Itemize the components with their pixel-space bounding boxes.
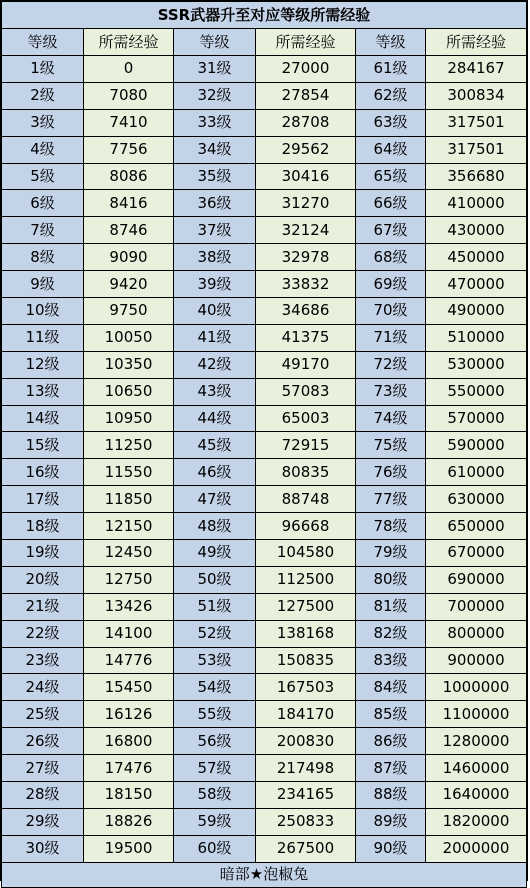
level-cell: 41级 (174, 324, 256, 351)
exp-cell: 16800 (84, 728, 174, 755)
exp-cell: 27854 (256, 82, 356, 109)
footer-row (2, 862, 527, 887)
level-cell: 49级 (174, 540, 256, 567)
level-cell: 25级 (2, 701, 84, 728)
exp-cell: 7080 (84, 82, 174, 109)
title-row (2, 2, 527, 29)
exp-cell: 1000000 (426, 674, 527, 701)
table-row (2, 540, 527, 567)
level-cell: 74级 (356, 405, 426, 432)
table-row (2, 405, 527, 432)
exp-cell: 16126 (84, 701, 174, 728)
exp-cell: 510000 (426, 324, 527, 351)
exp-cell: 27000 (256, 56, 356, 83)
exp-cell: 96668 (256, 513, 356, 540)
level-cell: 43级 (174, 378, 256, 405)
level-cell: 17级 (2, 486, 84, 513)
table-row (2, 566, 527, 593)
exp-cell: 8086 (84, 163, 174, 190)
level-cell: 9级 (2, 271, 84, 298)
exp-cell: 32124 (256, 217, 356, 244)
table-row (2, 755, 527, 782)
exp-cell: 356680 (426, 163, 527, 190)
level-cell: 56级 (174, 728, 256, 755)
exp-cell: 49170 (256, 351, 356, 378)
exp-cell: 33832 (256, 271, 356, 298)
level-cell: 89级 (356, 808, 426, 835)
table-row (2, 298, 527, 325)
level-cell: 38级 (174, 244, 256, 271)
level-cell: 42级 (174, 351, 256, 378)
header-level-3: 等级 (356, 29, 426, 56)
level-cell: 10级 (2, 298, 84, 325)
level-cell: 68级 (356, 244, 426, 271)
level-cell: 70级 (356, 298, 426, 325)
table-row (2, 486, 527, 513)
level-cell: 55级 (174, 701, 256, 728)
exp-cell: 17476 (84, 755, 174, 782)
level-cell: 26级 (2, 728, 84, 755)
exp-cell: 450000 (426, 244, 527, 271)
level-cell: 65级 (356, 163, 426, 190)
exp-cell: 11850 (84, 486, 174, 513)
level-cell: 47级 (174, 486, 256, 513)
exp-cell: 184170 (256, 701, 356, 728)
level-cell: 33级 (174, 109, 256, 136)
level-cell: 87级 (356, 755, 426, 782)
exp-cell: 234165 (256, 782, 356, 809)
exp-cell: 80835 (256, 459, 356, 486)
level-cell: 3级 (2, 109, 84, 136)
level-cell: 22级 (2, 620, 84, 647)
level-cell: 37级 (174, 217, 256, 244)
exp-cell: 15450 (84, 674, 174, 701)
table-row (2, 351, 527, 378)
level-cell: 8级 (2, 244, 84, 271)
exp-cell: 690000 (426, 566, 527, 593)
exp-cell: 1100000 (426, 701, 527, 728)
table-body (2, 2, 527, 888)
exp-cell: 1460000 (426, 755, 527, 782)
exp-cell: 317501 (426, 136, 527, 163)
level-cell: 63级 (356, 109, 426, 136)
exp-cell: 12750 (84, 566, 174, 593)
exp-cell: 470000 (426, 271, 527, 298)
table-row (2, 217, 527, 244)
level-cell: 13级 (2, 378, 84, 405)
exp-cell: 7756 (84, 136, 174, 163)
level-cell: 24级 (2, 674, 84, 701)
exp-cell: 41375 (256, 324, 356, 351)
exp-cell: 11250 (84, 432, 174, 459)
exp-cell: 530000 (426, 351, 527, 378)
level-cell: 44级 (174, 405, 256, 432)
exp-cell: 900000 (426, 647, 527, 674)
exp-cell: 150835 (256, 647, 356, 674)
level-cell: 84级 (356, 674, 426, 701)
exp-cell: 610000 (426, 459, 527, 486)
exp-cell: 267500 (256, 835, 356, 862)
exp-cell: 9750 (84, 298, 174, 325)
exp-cell: 200830 (256, 728, 356, 755)
level-cell: 20级 (2, 566, 84, 593)
level-cell: 61级 (356, 56, 426, 83)
level-cell: 21级 (2, 593, 84, 620)
exp-cell: 570000 (426, 405, 527, 432)
table-row (2, 271, 527, 298)
level-cell: 76级 (356, 459, 426, 486)
exp-cell: 127500 (256, 593, 356, 620)
table-row (2, 244, 527, 271)
level-cell: 11级 (2, 324, 84, 351)
exp-cell: 14776 (84, 647, 174, 674)
exp-cell: 300834 (426, 82, 527, 109)
level-cell: 32级 (174, 82, 256, 109)
level-cell: 29级 (2, 808, 84, 835)
level-cell: 60级 (174, 835, 256, 862)
exp-cell: 10950 (84, 405, 174, 432)
exp-cell: 317501 (426, 109, 527, 136)
level-cell: 86级 (356, 728, 426, 755)
level-cell: 4级 (2, 136, 84, 163)
level-cell: 78级 (356, 513, 426, 540)
level-cell: 73级 (356, 378, 426, 405)
table-row (2, 432, 527, 459)
level-cell: 83级 (356, 647, 426, 674)
table-row (2, 647, 527, 674)
exp-cell: 65003 (256, 405, 356, 432)
level-cell: 18级 (2, 513, 84, 540)
level-cell: 16级 (2, 459, 84, 486)
exp-cell: 0 (84, 56, 174, 83)
level-cell: 77级 (356, 486, 426, 513)
level-cell: 64级 (356, 136, 426, 163)
exp-cell: 28708 (256, 109, 356, 136)
level-cell: 6级 (2, 190, 84, 217)
exp-cell: 700000 (426, 593, 527, 620)
level-cell: 15级 (2, 432, 84, 459)
level-cell: 88级 (356, 782, 426, 809)
exp-cell: 9090 (84, 244, 174, 271)
level-cell: 54级 (174, 674, 256, 701)
exp-cell: 112500 (256, 566, 356, 593)
exp-cell: 7410 (84, 109, 174, 136)
level-cell: 2级 (2, 82, 84, 109)
level-cell: 69级 (356, 271, 426, 298)
level-cell: 58级 (174, 782, 256, 809)
exp-cell: 10350 (84, 351, 174, 378)
level-cell: 51级 (174, 593, 256, 620)
table-row (2, 324, 527, 351)
exp-cell: 138168 (256, 620, 356, 647)
level-cell: 62级 (356, 82, 426, 109)
level-cell: 1级 (2, 56, 84, 83)
table-row (2, 835, 527, 862)
header-exp-3: 所需经验 (426, 29, 527, 56)
exp-cell: 12150 (84, 513, 174, 540)
level-cell: 72级 (356, 351, 426, 378)
table-row (2, 459, 527, 486)
exp-cell: 9420 (84, 271, 174, 298)
exp-cell: 10050 (84, 324, 174, 351)
exp-cell: 490000 (426, 298, 527, 325)
table-row (2, 593, 527, 620)
exp-cell: 650000 (426, 513, 527, 540)
table-row (2, 378, 527, 405)
exp-cell: 250833 (256, 808, 356, 835)
level-cell: 53级 (174, 647, 256, 674)
table-row (2, 808, 527, 835)
exp-cell: 1280000 (426, 728, 527, 755)
level-cell: 66级 (356, 190, 426, 217)
exp-cell: 19500 (84, 835, 174, 862)
exp-cell: 18150 (84, 782, 174, 809)
exp-cell: 430000 (426, 217, 527, 244)
level-cell: 71级 (356, 324, 426, 351)
exp-cell: 217498 (256, 755, 356, 782)
table-title: SSR武器升至对应等级所需经验 (2, 2, 527, 29)
table-row (2, 109, 527, 136)
level-cell: 28级 (2, 782, 84, 809)
exp-cell: 10650 (84, 378, 174, 405)
level-cell: 36级 (174, 190, 256, 217)
exp-cell: 284167 (426, 56, 527, 83)
table-row (2, 620, 527, 647)
exp-cell: 31270 (256, 190, 356, 217)
level-cell: 12级 (2, 351, 84, 378)
level-cell: 27级 (2, 755, 84, 782)
level-cell: 81级 (356, 593, 426, 620)
exp-cell: 14100 (84, 620, 174, 647)
header-exp-1: 所需经验 (84, 29, 174, 56)
level-cell: 57级 (174, 755, 256, 782)
header-exp-2: 所需经验 (256, 29, 356, 56)
level-cell: 14级 (2, 405, 84, 432)
exp-cell: 8746 (84, 217, 174, 244)
exp-cell: 1820000 (426, 808, 527, 835)
level-cell: 31级 (174, 56, 256, 83)
level-cell: 23级 (2, 647, 84, 674)
level-cell: 75级 (356, 432, 426, 459)
level-cell: 30级 (2, 835, 84, 862)
exp-cell: 88748 (256, 486, 356, 513)
exp-cell: 1640000 (426, 782, 527, 809)
exp-cell: 72915 (256, 432, 356, 459)
level-cell: 85级 (356, 701, 426, 728)
level-cell: 5级 (2, 163, 84, 190)
exp-cell: 11550 (84, 459, 174, 486)
level-cell: 90级 (356, 835, 426, 862)
exp-cell: 670000 (426, 540, 527, 567)
exp-cell: 57083 (256, 378, 356, 405)
level-cell: 79级 (356, 540, 426, 567)
table-row (2, 782, 527, 809)
exp-table (1, 1, 527, 888)
level-cell: 39级 (174, 271, 256, 298)
exp-cell: 630000 (426, 486, 527, 513)
exp-cell: 34686 (256, 298, 356, 325)
table-row (2, 136, 527, 163)
exp-cell: 32978 (256, 244, 356, 271)
header-row (2, 29, 527, 56)
level-cell: 67级 (356, 217, 426, 244)
exp-cell: 8416 (84, 190, 174, 217)
table-row (2, 56, 527, 83)
exp-cell: 18826 (84, 808, 174, 835)
exp-cell: 550000 (426, 378, 527, 405)
table-row (2, 728, 527, 755)
exp-cell: 13426 (84, 593, 174, 620)
level-cell: 80级 (356, 566, 426, 593)
exp-cell: 167503 (256, 674, 356, 701)
table-row (2, 674, 527, 701)
table-row (2, 163, 527, 190)
header-level-1: 等级 (2, 29, 84, 56)
exp-cell: 29562 (256, 136, 356, 163)
exp-cell: 12450 (84, 540, 174, 567)
table-row (2, 513, 527, 540)
level-cell: 40级 (174, 298, 256, 325)
exp-cell: 800000 (426, 620, 527, 647)
exp-cell: 2000000 (426, 835, 527, 862)
level-cell: 59级 (174, 808, 256, 835)
level-cell: 34级 (174, 136, 256, 163)
level-cell: 7级 (2, 217, 84, 244)
exp-cell: 104580 (256, 540, 356, 567)
level-cell: 52级 (174, 620, 256, 647)
level-cell: 50级 (174, 566, 256, 593)
table-row (2, 82, 527, 109)
level-cell: 46级 (174, 459, 256, 486)
exp-cell: 30416 (256, 163, 356, 190)
level-cell: 19级 (2, 540, 84, 567)
level-cell: 45级 (174, 432, 256, 459)
level-cell: 82级 (356, 620, 426, 647)
exp-cell: 410000 (426, 190, 527, 217)
level-cell: 48级 (174, 513, 256, 540)
table-row (2, 190, 527, 217)
header-level-2: 等级 (174, 29, 256, 56)
level-cell: 35级 (174, 163, 256, 190)
footer-credit: 暗部★泡椒兔 (2, 862, 527, 887)
exp-cell: 590000 (426, 432, 527, 459)
table-row (2, 701, 527, 728)
